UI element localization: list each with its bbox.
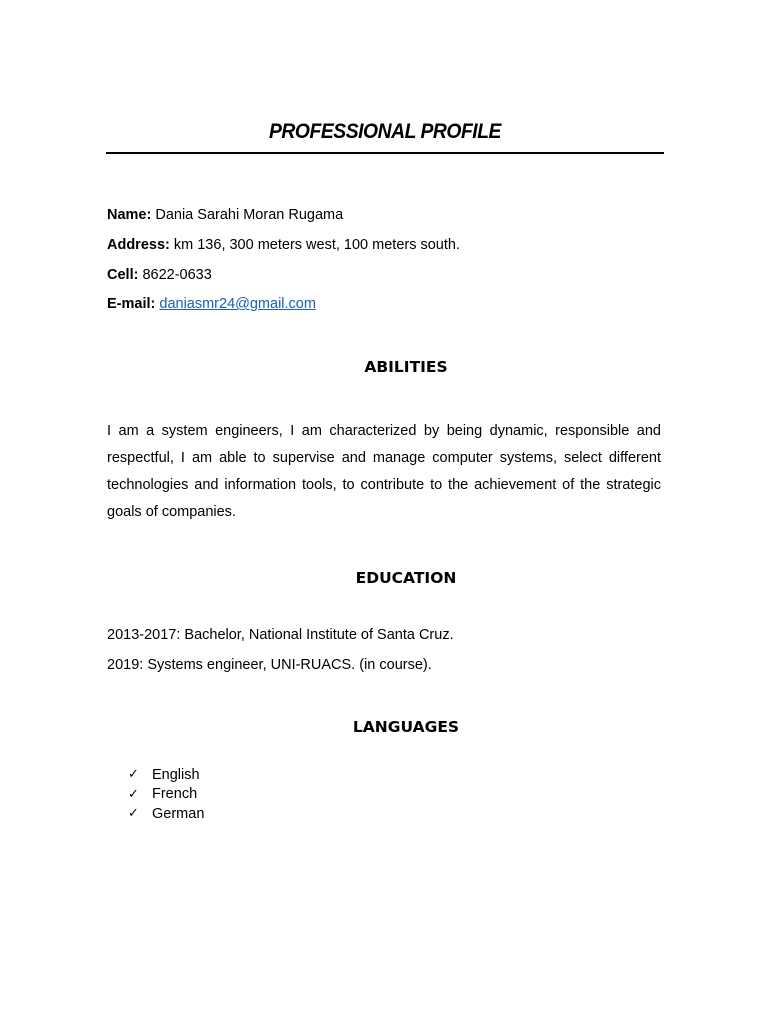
email-label: E-mail: — [107, 296, 156, 312]
abilities-paragraph: I am a system engineers, I am characterized by being dynamic, responsible and respectful, I am able to supervise and manage computer systems, select different technologies and information tools, to contribute to the achievement of the strategic goals of companies. — [107, 423, 661, 520]
cell-line — [107, 266, 212, 284]
cell-value: 8622-0633 — [142, 267, 212, 283]
language-item — [128, 804, 204, 824]
education-heading: EDUCATION — [355, 569, 457, 587]
name-line — [107, 206, 343, 224]
checkmark-icon: ✓ — [128, 786, 139, 802]
education-item: 2013-2017: Bachelor, National Institute of Santa Cruz. — [107, 627, 454, 643]
language-label: French — [152, 786, 198, 803]
email-link[interactable]: daniasmr24@gmail.com — [159, 296, 316, 312]
education-item: 2019: Systems engineer, UNI-RUACS. (in course). — [107, 657, 432, 673]
checkmark-icon: ✓ — [128, 767, 139, 783]
language-item — [128, 785, 204, 805]
name-value: Dania Sarahi Moran Rugama — [155, 207, 344, 223]
languages-heading: LANGUAGES — [352, 718, 460, 736]
page-title: PROFESSIONAL PROFILE — [269, 120, 501, 143]
email-line — [107, 295, 316, 313]
title-divider — [106, 152, 664, 154]
language-label: English — [152, 766, 200, 783]
address-label: Address: — [107, 237, 170, 253]
languages-list — [128, 765, 204, 824]
address-value: km 136, 300 meters west, 100 meters south. — [173, 237, 460, 253]
checkmark-icon: ✓ — [128, 806, 139, 822]
address-line — [107, 236, 460, 254]
name-label: Name: — [107, 207, 152, 223]
language-item — [128, 765, 204, 785]
cell-label: Cell: — [107, 267, 139, 283]
abilities-heading: ABILITIES — [364, 358, 448, 376]
language-label: German — [152, 805, 205, 822]
